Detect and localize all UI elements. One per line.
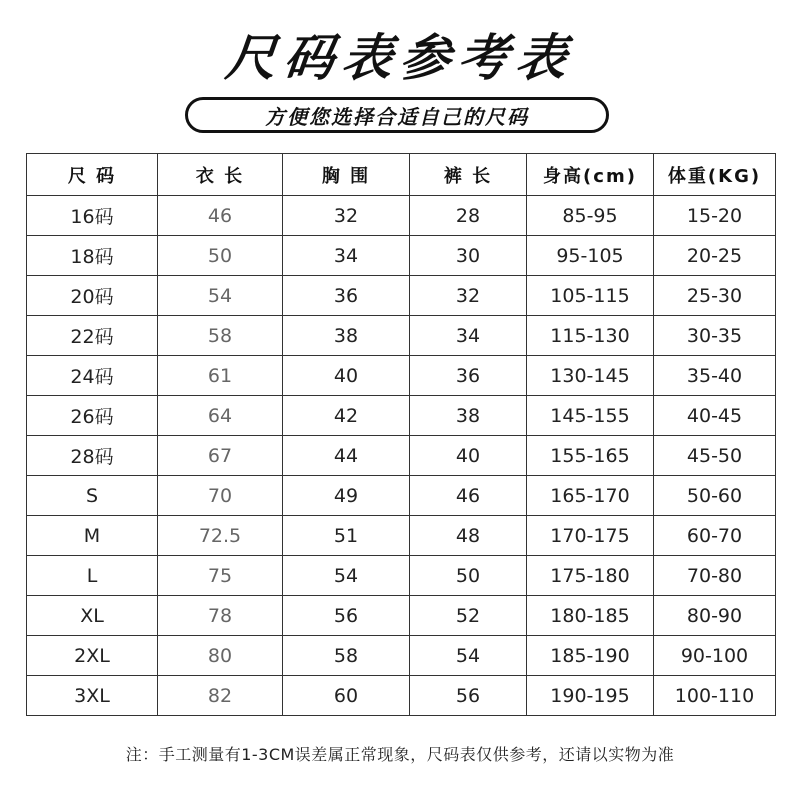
cell-height: 115-130 <box>527 316 654 356</box>
footnote: 注：手工测量有1-3CM误差属正常现象，尺码表仅供参考，还请以实物为准 <box>125 745 675 764</box>
table-row <box>27 676 776 716</box>
cell-height: 95-105 <box>527 236 654 276</box>
subtitle-banner <box>185 97 609 133</box>
cell-garment-length: 78 <box>158 596 283 636</box>
cell-weight: 50-60 <box>654 476 776 516</box>
cell-height: 155-165 <box>527 436 654 476</box>
cell-weight: 80-90 <box>654 596 776 636</box>
cell-weight: 25-30 <box>654 276 776 316</box>
table-row <box>27 356 776 396</box>
cell-pants-length: 52 <box>410 596 527 636</box>
table-row <box>27 596 776 636</box>
cell-chest: 56 <box>283 596 410 636</box>
cell-garment-length: 58 <box>158 316 283 356</box>
cell-chest: 54 <box>283 556 410 596</box>
cell-size: 16码 <box>27 196 158 236</box>
cell-size: 22码 <box>27 316 158 356</box>
cell-size: 3XL <box>27 676 158 716</box>
cell-pants-length: 36 <box>410 356 527 396</box>
table-row <box>27 636 776 676</box>
cell-pants-length: 40 <box>410 436 527 476</box>
cell-height: 185-190 <box>527 636 654 676</box>
size-chart-table <box>26 153 776 716</box>
page-title: 尺码表参考表 <box>222 29 578 87</box>
cell-size: L <box>27 556 158 596</box>
cell-height: 175-180 <box>527 556 654 596</box>
cell-weight: 60-70 <box>654 516 776 556</box>
table-row <box>27 236 776 276</box>
cell-pants-length: 54 <box>410 636 527 676</box>
cell-pants-length: 48 <box>410 516 527 556</box>
cell-pants-length: 46 <box>410 476 527 516</box>
table-row <box>27 436 776 476</box>
cell-weight: 15-20 <box>654 196 776 236</box>
cell-chest: 60 <box>283 676 410 716</box>
table-row <box>27 316 776 356</box>
cell-size: 26码 <box>27 396 158 436</box>
cell-garment-length: 64 <box>158 396 283 436</box>
cell-chest: 36 <box>283 276 410 316</box>
cell-weight: 30-35 <box>654 316 776 356</box>
cell-chest: 44 <box>283 436 410 476</box>
table-row <box>27 476 776 516</box>
cell-weight: 20-25 <box>654 236 776 276</box>
cell-weight: 70-80 <box>654 556 776 596</box>
cell-size: 18码 <box>27 236 158 276</box>
cell-weight: 45-50 <box>654 436 776 476</box>
cell-pants-length: 30 <box>410 236 527 276</box>
cell-chest: 32 <box>283 196 410 236</box>
cell-height: 130-145 <box>527 356 654 396</box>
cell-garment-length: 82 <box>158 676 283 716</box>
cell-chest: 40 <box>283 356 410 396</box>
table-row <box>27 556 776 596</box>
table-row <box>27 516 776 556</box>
header-size: 尺 码 <box>27 154 158 196</box>
cell-weight: 35-40 <box>654 356 776 396</box>
cell-height: 105-115 <box>527 276 654 316</box>
cell-garment-length: 54 <box>158 276 283 316</box>
cell-weight: 90-100 <box>654 636 776 676</box>
cell-garment-length: 61 <box>158 356 283 396</box>
table-body <box>27 196 776 716</box>
cell-garment-length: 72.5 <box>158 516 283 556</box>
cell-pants-length: 34 <box>410 316 527 356</box>
cell-size: 24码 <box>27 356 158 396</box>
cell-size: M <box>27 516 158 556</box>
cell-chest: 38 <box>283 316 410 356</box>
cell-size: 28码 <box>27 436 158 476</box>
cell-garment-length: 67 <box>158 436 283 476</box>
header-pants-length: 裤 长 <box>410 154 527 196</box>
cell-garment-length: 75 <box>158 556 283 596</box>
subtitle-text: 方便您选择合适自己的尺码 <box>265 104 529 129</box>
table-row <box>27 196 776 236</box>
cell-pants-length: 28 <box>410 196 527 236</box>
header-chest: 胸 围 <box>283 154 410 196</box>
cell-chest: 42 <box>283 396 410 436</box>
cell-garment-length: 70 <box>158 476 283 516</box>
cell-chest: 58 <box>283 636 410 676</box>
cell-height: 165-170 <box>527 476 654 516</box>
cell-garment-length: 46 <box>158 196 283 236</box>
cell-height: 180-185 <box>527 596 654 636</box>
cell-chest: 51 <box>283 516 410 556</box>
header-height: 身高(cm) <box>527 154 654 196</box>
cell-pants-length: 50 <box>410 556 527 596</box>
cell-chest: 49 <box>283 476 410 516</box>
cell-height: 85-95 <box>527 196 654 236</box>
cell-weight: 40-45 <box>654 396 776 436</box>
cell-pants-length: 38 <box>410 396 527 436</box>
header-garment-length: 衣 长 <box>158 154 283 196</box>
cell-height: 170-175 <box>527 516 654 556</box>
cell-garment-length: 50 <box>158 236 283 276</box>
cell-size: XL <box>27 596 158 636</box>
cell-weight: 100-110 <box>654 676 776 716</box>
cell-garment-length: 80 <box>158 636 283 676</box>
cell-pants-length: 32 <box>410 276 527 316</box>
cell-pants-length: 56 <box>410 676 527 716</box>
table-row <box>27 396 776 436</box>
cell-size: 20码 <box>27 276 158 316</box>
cell-chest: 34 <box>283 236 410 276</box>
header-weight: 体重(KG) <box>654 154 776 196</box>
cell-height: 145-155 <box>527 396 654 436</box>
table-row <box>27 276 776 316</box>
cell-size: 2XL <box>27 636 158 676</box>
cell-height: 190-195 <box>527 676 654 716</box>
cell-size: S <box>27 476 158 516</box>
table-header-row <box>27 154 776 196</box>
